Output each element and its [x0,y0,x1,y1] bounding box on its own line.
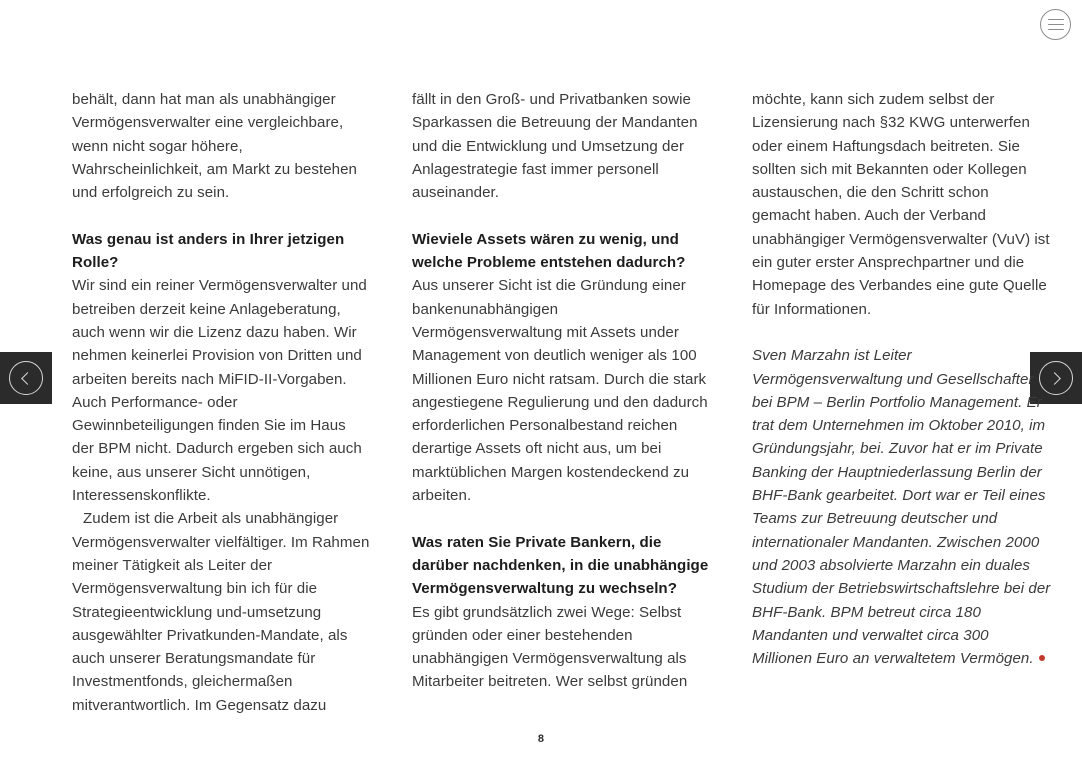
previous-page-button[interactable] [0,352,52,404]
author-biography [752,344,1051,670]
answer-paragraph-continued: Zudem ist die Arbeit als unabhängiger Vermögensverwalter vielfältiger. Im Rahmen meiner Tätigkeit als Leiter der Vermögensverwaltung bin ich für die Strategieentwicklung und-umsetzung ausgewählter Privatkunden-Mandate, als auch unserer Beratungsmandate für Investmentfonds, gleichermaßen mitverantwortlich. Im Gegensatz dazu [72,510,370,714]
question-heading: Was raten Sie Private Bankern, die darüber nachdenken, in die unabhängige Vermögensverwaltung zu wechseln? [412,533,709,598]
text-column-right [752,88,1051,688]
paragraph-continued: möchte, kann sich zudem selbst der Lizensierung nach §32 KWG unterwerfen oder einem Haftungsdach beitreten. Sie sollten sich mit Bekannten oder Kollegen austauschen, die den Schritt schon gemacht haben. Auch der Verband unabhängiger Vermögensverwalter (VuV) ist ein guter erster Ansprechpartner und die Homepage des Verbandes eine gute Quelle für Informationen. [752,91,1050,318]
answer-paragraph: Es gibt grundsätzlich zwei Wege: Selbst gründen oder einer bestehenden unabhängigen Vermögensverwaltung als Mitarbeiter beitreten. Wer selbst gründen [412,603,688,691]
page-number: 8 [537,733,545,745]
question-heading: Was genau ist anders in Ihrer jetzigen Rolle? [72,230,345,272]
menu-bar-3 [1048,29,1064,31]
article-page [72,88,1051,714]
menu-bar-2 [1048,24,1064,26]
paragraph-spacer [412,507,711,530]
paragraph-continued: behält, dann hat man als unabhängiger Vermögensverwalter eine vergleichbare, wenn nicht sogar höhere, Wahrscheinlichkeit, am Markt zu bestehen und erfolgreich zu sein. [72,91,357,202]
end-of-article-dot-icon [1039,655,1045,661]
chevron-left-glyph [21,372,34,385]
hamburger-menu-icon[interactable] [1040,9,1071,40]
answer-paragraph: Wir sind ein reiner Vermögensverwalter und betreiben derzeit keine Anlageberatung, auch wenn wir die Lizenz dazu haben. Wir nehmen keinerlei Provision von Dritten und arbeiten bereits nach MiFID-II-Vorgaben. Auch Performance- oder Gewinnbeteiligungen finden Sie im Haus der BPM nicht. Dadurch ergeben sich auch keine, aus unserer Sicht unnötigen, Interessenskonflikte. [72,277,367,505]
paragraph-spacer [72,204,371,227]
paragraph-spacer [752,321,1051,344]
question-heading: Wieviele Assets wären zu wenig, und welche Probleme entstehen dadurch? [412,230,686,272]
answer-paragraph: Aus unserer Sicht ist die Gründung einer bankenunabhängigen Vermögensverwaltung mit Assets under Management von deutlich weniger als 100 Millionen Euro nicht ratsam. Durch die stark angestiegene Regulierung und den dadurch erforderlichen Personalbestand reichen derartige Assets oft nicht aus, um bei marktüblichen Margen kostendeckend zu arbeiten. [412,277,708,505]
text-column-left [72,88,371,714]
paragraph-continued: fällt in den Groß- und Privatbanken sowie Sparkassen die Betreuung der Mandanten und die Entwicklung und Umsetzung der Anlagestrategie fast immer personell auseinander. [412,91,698,202]
paragraph-spacer [412,204,711,227]
author-biography-text: Sven Marzahn ist Leiter Vermögensverwaltung und Gesellschafter bei BPM – Berlin Portfolio Management. Er trat dem Unternehmen im Oktober 2010, im Gründungsjahr, bei. Zuvor hat er im Private Banking der Hauptniederlassung Berlin der BHF-Bank gearbeitet. Dort war er Teil eines Teams zur Betreuung deutscher und internationaler Mandanten. Zwischen 2000 und 2003 absolvierte Marzahn ein duales Studium der Betriebswirtschaftslehre bei der BHF-Bank. BPM betreut circa 180 Mandanten und verwaltet circa 300 Millionen Euro an verwaltetem Vermögen. [752,347,1051,668]
text-column-middle [412,88,711,691]
chevron-left-icon [9,361,43,395]
menu-bar-1 [1048,19,1064,21]
